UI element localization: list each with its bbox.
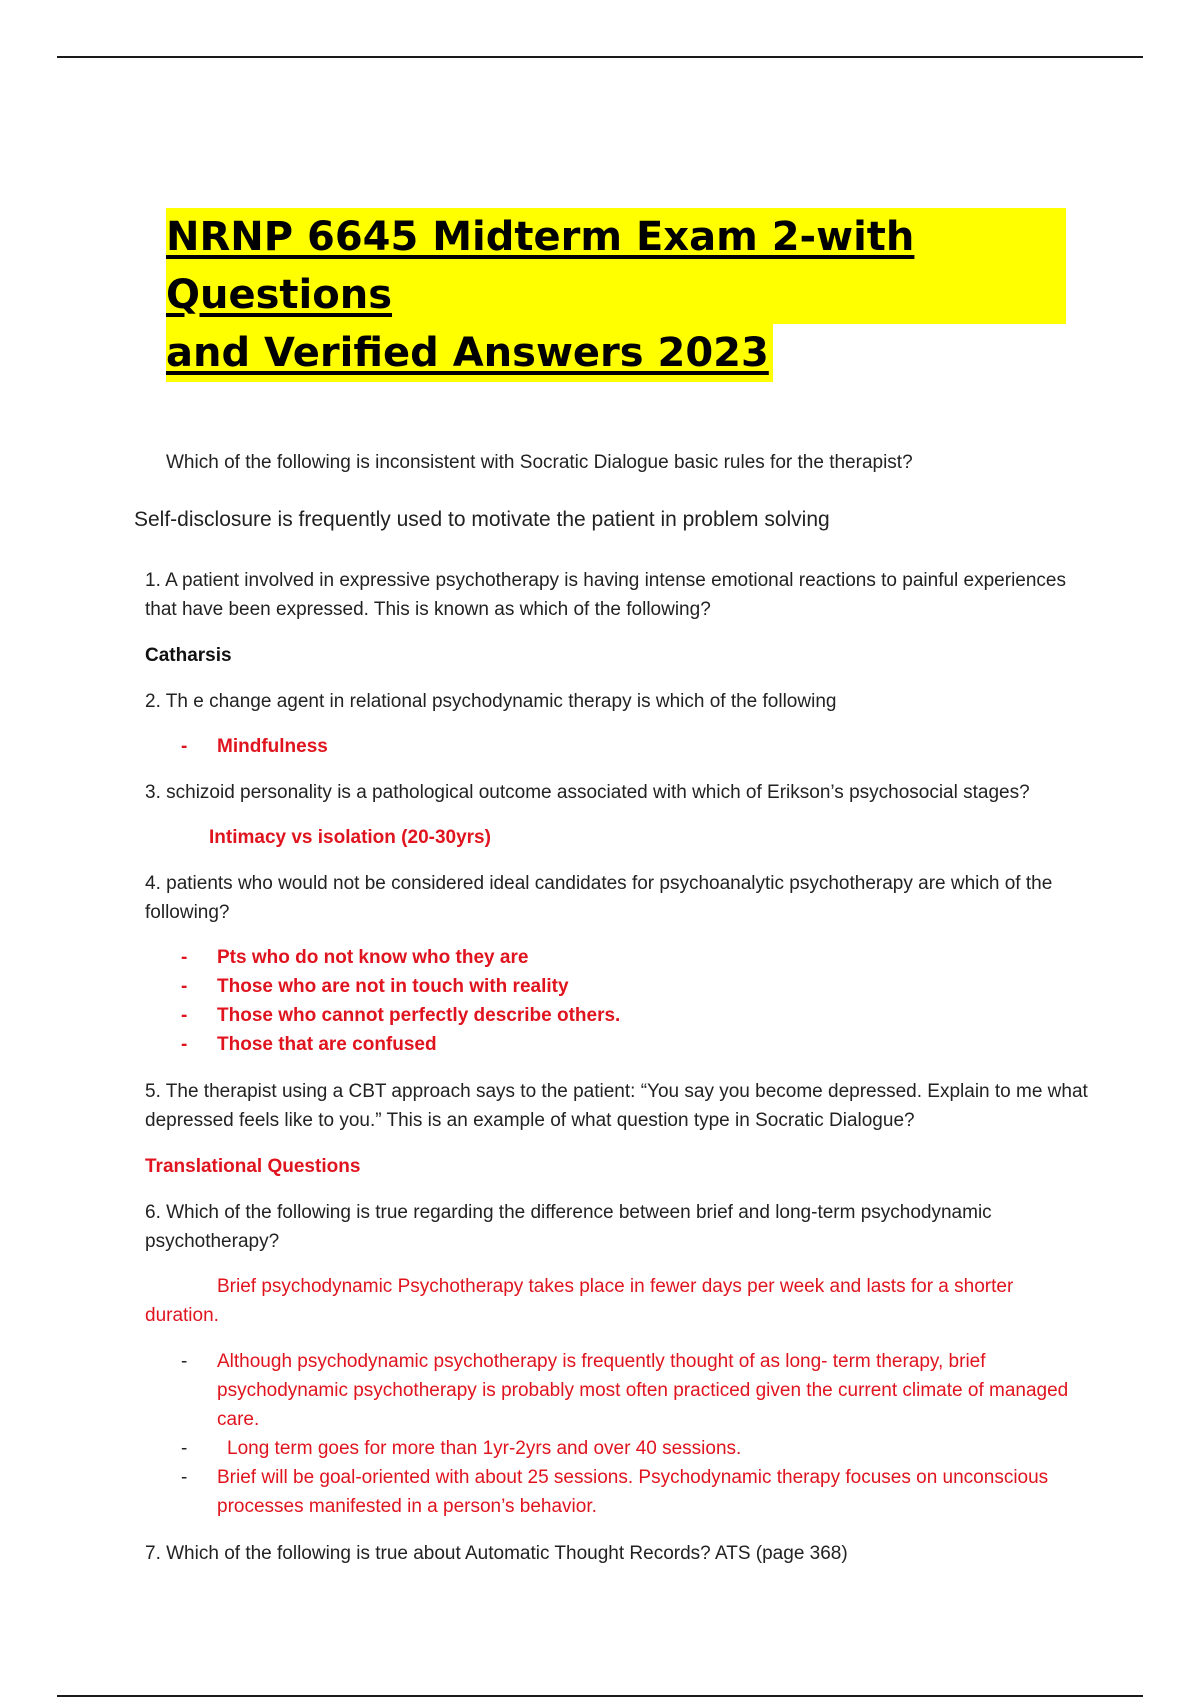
question-5: 5. The therapist using a CBT approach says to the patient: “You say you become depressed. Explain to me what depressed feels like to you.” This is an example of what question type in Socratic Dialogue? [145, 1081, 1088, 1131]
question-2: 2. Th e change agent in relational psychodynamic therapy is which of the following [145, 691, 837, 712]
document-title [166, 208, 1066, 382]
top-rule [57, 56, 1143, 58]
bottom-rule [57, 1695, 1143, 1697]
list-item: - Those who are not in touch with reality [145, 972, 1095, 1001]
bullet-dash: - [181, 1351, 188, 1372]
intro-answer: Self-disclosure is frequently used to motivate the patient in problem solving [134, 508, 830, 531]
question-4: 4. patients who would not be considered ideal candidates for psychoanalytic psychotherapy are which of the following? [145, 873, 1053, 923]
list-item: - Brief will be goal-oriented with about 25 sessions. Psychodynamic therapy focuses on unconscious processes manifested in a person’s behavior. [145, 1463, 1080, 1521]
list-item: - Those who cannot perfectly describe others. [145, 1001, 1095, 1030]
question-3: 3. schizoid personality is a pathological outcome associated with which of Erikson’s psychosocial stages? [145, 782, 1030, 803]
bullet-dash: - [181, 1005, 188, 1026]
bullet-dash: - [181, 947, 188, 968]
question-6-answer-paragraph: Brief psychodynamic Psychotherapy takes place in fewer days per week and lasts for a shorter duration. [145, 1276, 1014, 1326]
bullet-dash: - [181, 976, 188, 997]
question-1-answer: Catharsis [145, 645, 232, 666]
question-3-answer: Intimacy vs isolation (20-30yrs) [209, 827, 491, 848]
list-item: - Long term goes for more than 1yr-2yrs and over 40 sessions. [145, 1434, 1080, 1463]
question-2-answers [145, 732, 1095, 761]
question-2-answer: Mindfulness [217, 736, 328, 757]
question-6-answers [145, 1347, 1080, 1521]
list-item: - Although psychodynamic psychotherapy is frequently thought of as long- term therapy, brief psychodynamic psychotherapy is probably most often practiced given the current climate of managed care. [145, 1347, 1080, 1434]
question-4-answers [145, 943, 1095, 1059]
list-item: - Pts who do not know who they are [145, 943, 1095, 972]
question-6: 6. Which of the following is true regarding the difference between brief and long-term psychodynamic psychotherapy? [145, 1202, 992, 1252]
question-5-answer: Translational Questions [145, 1156, 361, 1177]
intro-question: Which of the following is inconsistent with Socratic Dialogue basic rules for the therapist? [166, 452, 913, 473]
bullet-dash: - [181, 1438, 188, 1459]
question-1: 1. A patient involved in expressive psychotherapy is having intense emotional reactions to painful experiences that have been expressed. This is known as which of the following? [145, 570, 1066, 620]
bullet-dash: - [181, 1467, 188, 1488]
bullet-dash: - [181, 736, 188, 757]
title-line-1: NRNP 6645 Midterm Exam 2-with Questions [166, 208, 1066, 324]
question-7: 7. Which of the following is true about Automatic Thought Records? ATS (page 368) [145, 1543, 848, 1564]
bullet-dash: - [181, 1034, 188, 1055]
title-line-2: and Verified Answers 2023 [166, 324, 773, 382]
list-item: - Those that are confused [145, 1030, 1095, 1059]
